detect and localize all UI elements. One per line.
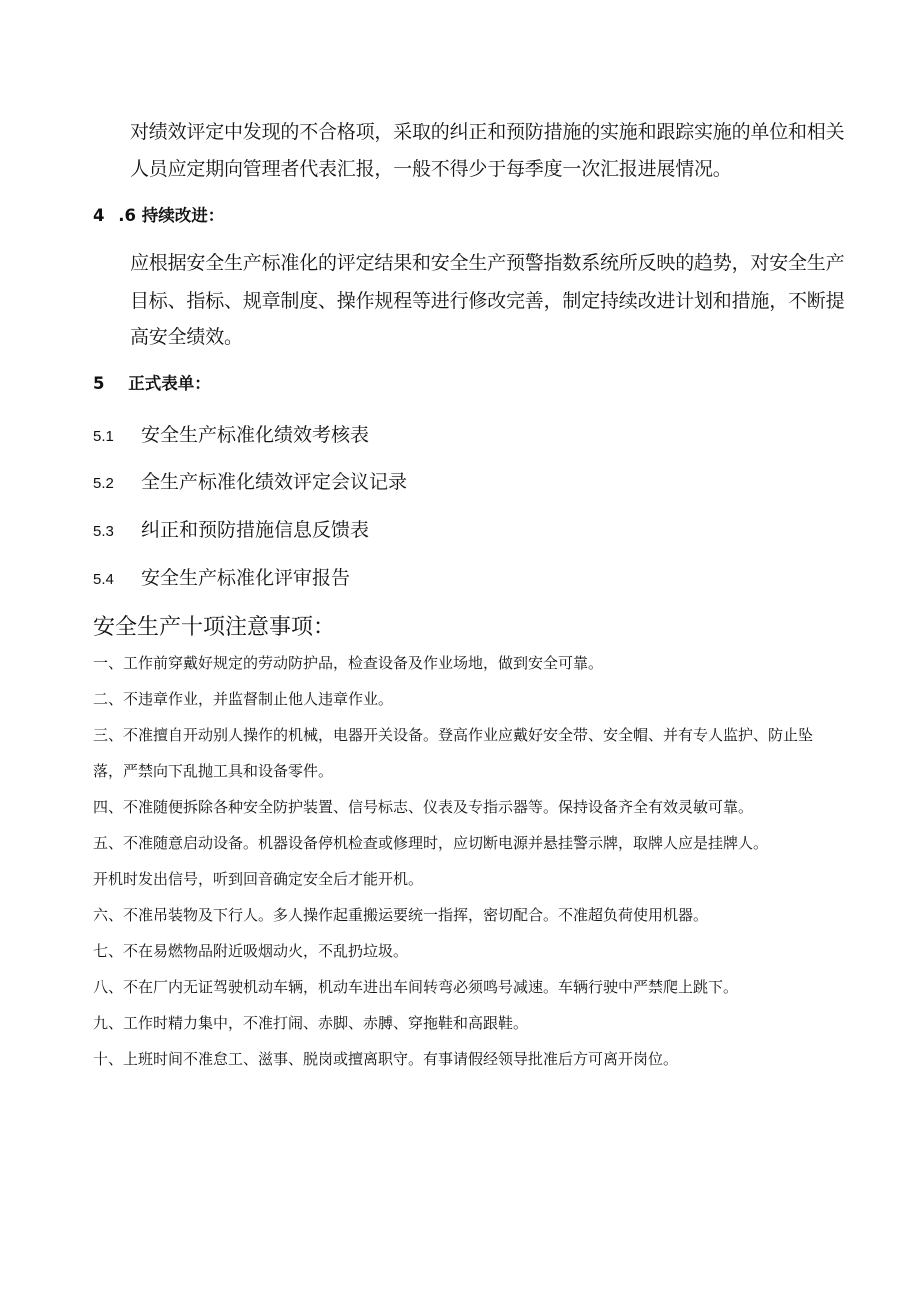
paragraph-line: 高安全绩效。 [130,326,243,348]
heading-number: 4 [93,206,105,225]
heading-text: 正式表单： [128,374,211,393]
form-list-item [93,467,407,494]
note-line: 六、不准吊装物及下行人。多人操作起重搬运要统一指挥，密切配合。不准超负荷使用机器。 [93,906,709,924]
form-item-number: 5.1 [93,428,114,445]
paragraph-line: 人员应定期向管理者代表汇报，一般不得少于每季度一次汇报进展情况。 [130,158,732,180]
note-line: 九、工作时精力集中，不准打闹、赤脚、赤膊、穿拖鞋和高跟鞋。 [93,1014,529,1032]
form-item-number: 5.3 [93,523,114,540]
form-item-text: 全生产标准化绩效评定会议记录 [141,471,408,493]
form-item-number: 5.4 [93,571,114,588]
paragraph-line: 应根据安全生产标准化的评定结果和安全生产预警指数系统所反映的趋势，对安全生产 [130,252,845,274]
form-item-text: 纠正和预防措施信息反馈表 [141,519,370,541]
note-line: 一、工作前穿戴好规定的劳动防护品，检查设备及作业场地，做到安全可靠。 [93,654,604,672]
note-line: 八、不在厂内无证驾驶机动车辆，机动车进出车间转弯必须鸣号减速。车辆行驶中严禁爬上跳下。 [93,978,739,996]
form-item-text: 安全生产标准化评审报告 [141,567,351,589]
note-line: 开机时发出信号，听到回音确定安全后才能开机。 [93,870,424,888]
form-item-text: 安全生产标准化绩效考核表 [141,424,370,446]
paragraph-line: 对绩效评定中发现的不合格项，采取的纠正和预防措施的实施和跟踪实施的单位和相关 [130,121,845,143]
form-list-item [93,515,369,542]
heading-text: .6 持续改进： [118,206,225,225]
note-line: 二、不违章作业，并监督制止他人违章作业。 [93,690,394,708]
note-line: 十、上班时间不准怠工、滋事、脱岗或擅离职守。有事请假经领导批准后方可离开岗位。 [93,1050,679,1068]
form-item-number: 5.2 [93,475,114,492]
section-heading-4-6 [93,202,224,226]
heading-number: 5 [93,374,105,393]
note-line: 三、不准擅自开动别人操作的机械，电器开关设备。登高作业应戴好安全带、安全帽、并有专人监护、防止坠 [93,726,814,744]
form-list-item [93,420,369,447]
notes-title: 安全生产十项注意事项： [93,615,336,640]
note-line: 五、不准随意启动设备。机器设备停机检查或修理时，应切断电源并悬挂警示牌，取牌人应是挂牌人。 [93,834,769,852]
form-list-item [93,563,350,590]
note-line: 四、不准随便拆除各种安全防护装置、信号标志、仪表及专指示器等。保持设备齐全有效灵敏可靠。 [93,798,754,816]
note-line: 落，严禁向下乱抛工具和设备零件。 [93,762,334,780]
paragraph-line: 目标、指标、规章制度、操作规程等进行修改完善，制定持续改进计划和措施，不断提 [130,290,845,312]
section-heading-5 [93,370,211,394]
note-line: 七、不在易燃物品附近吸烟动火，不乱扔垃圾。 [93,942,409,960]
